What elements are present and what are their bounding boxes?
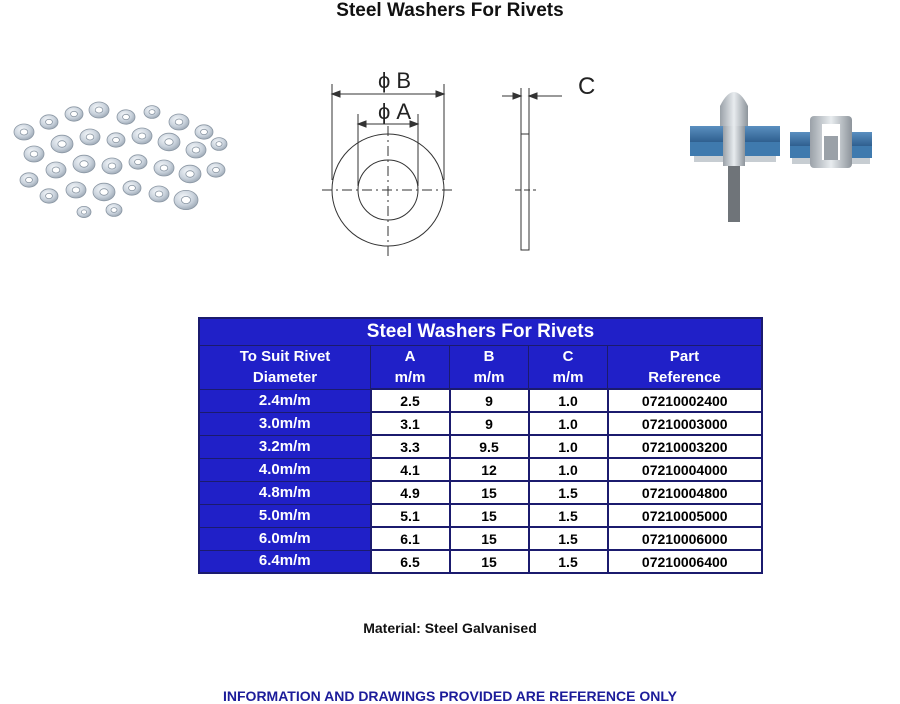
table-row [199, 389, 762, 412]
washer-technical-drawing [316, 62, 616, 258]
washer-hole [86, 134, 94, 140]
cell-diameter: 3.2m/m [199, 435, 371, 458]
dimension-a-label: ϕ A [378, 99, 412, 124]
cell-diameter: 4.8m/m [199, 481, 371, 504]
washer-hole [108, 163, 116, 169]
page-title: Steel Washers For Rivets [336, 0, 564, 21]
cell-b: 12 [450, 458, 529, 481]
table-row [199, 550, 762, 573]
washer-hole [20, 129, 28, 135]
cell-b: 15 [450, 504, 529, 527]
washer-hole [135, 159, 142, 164]
washer-hole [46, 119, 53, 124]
header-rivet-diameter: To Suit Rivet Diameter [199, 346, 371, 390]
table-row [199, 527, 762, 550]
dimension-c-label: C [578, 73, 596, 100]
cell-b: 9 [450, 412, 529, 435]
cell-b: 15 [450, 481, 529, 504]
cell-a: 6.5 [371, 550, 450, 573]
washer-hole [213, 167, 220, 172]
cell-diameter: 6.4m/m [199, 550, 371, 573]
washer-spec-table [198, 317, 763, 574]
cell-c: 1.5 [529, 504, 608, 527]
cell-b: 15 [450, 550, 529, 573]
cell-part: 07210004800 [608, 481, 763, 504]
washer-hole [216, 142, 222, 147]
washer-hole [30, 151, 38, 157]
cell-c: 1.0 [529, 458, 608, 481]
cell-b: 9.5 [450, 435, 529, 458]
table-row [199, 504, 762, 527]
washer-hole [181, 196, 190, 203]
table-row [199, 481, 762, 504]
cell-diameter: 5.0m/m [199, 504, 371, 527]
reference-disclaimer: INFORMATION AND DRAWINGS PROVIDED ARE REFERENCE ONLY [223, 688, 677, 704]
washer-hole [186, 171, 194, 178]
cell-a: 5.1 [371, 504, 450, 527]
washer-hole [129, 185, 136, 190]
washer-hole [192, 147, 200, 153]
rivet-cross-section-image [690, 76, 880, 226]
washer-hole [80, 161, 88, 168]
header-part-reference: Part Reference [608, 346, 763, 390]
washer-hole [113, 137, 120, 142]
header-c: C m/m [529, 346, 608, 390]
table-header-row [199, 346, 762, 390]
washer-hole [201, 129, 208, 134]
table-row [199, 412, 762, 435]
cell-c: 1.0 [529, 435, 608, 458]
cell-a: 4.1 [371, 458, 450, 481]
washer-hole [95, 107, 103, 113]
cell-diameter: 6.0m/m [199, 527, 371, 550]
washer-hole [71, 111, 78, 116]
cell-part: 07210004000 [608, 458, 763, 481]
washer-hole [111, 208, 117, 213]
material-note: Material: Steel Galvanised [363, 620, 537, 636]
cell-b: 15 [450, 527, 529, 550]
cell-c: 1.5 [529, 481, 608, 504]
washer-hole [160, 165, 168, 171]
washer-pile [14, 102, 227, 218]
cell-diameter: 3.0m/m [199, 412, 371, 435]
washer-hole [165, 139, 173, 146]
cell-part: 07210002400 [608, 389, 763, 412]
washer-hole [81, 210, 86, 214]
cell-diameter: 4.0m/m [199, 458, 371, 481]
washer-hole [149, 110, 155, 115]
washer-side-view [521, 134, 529, 250]
washer-hole [123, 114, 130, 119]
washer-hole [175, 119, 183, 125]
washer-hole [155, 191, 163, 197]
cell-part: 07210006400 [608, 550, 763, 573]
cell-part: 07210006000 [608, 527, 763, 550]
cell-b: 9 [450, 389, 529, 412]
table-title: Steel Washers For Rivets [199, 318, 762, 346]
cell-c: 1.0 [529, 412, 608, 435]
washer-hole [138, 133, 146, 139]
header-b: B m/m [450, 346, 529, 390]
cell-c: 1.0 [529, 389, 608, 412]
cell-c: 1.5 [529, 550, 608, 573]
cell-part: 07210005000 [608, 504, 763, 527]
cell-a: 4.9 [371, 481, 450, 504]
cell-a: 6.1 [371, 527, 450, 550]
washer-hole [58, 141, 66, 148]
cell-diameter: 2.4m/m [199, 389, 371, 412]
dimension-b-label: ϕ B [378, 68, 412, 93]
cell-part: 07210003000 [608, 412, 763, 435]
cell-part: 07210003200 [608, 435, 763, 458]
header-a: A m/m [371, 346, 450, 390]
washer-hole [72, 187, 80, 193]
washers-photo [4, 92, 236, 222]
washer-hole [26, 177, 33, 182]
cell-a: 2.5 [371, 389, 450, 412]
table-row [199, 458, 762, 481]
cell-a: 3.3 [371, 435, 450, 458]
table-row [199, 435, 762, 458]
cell-a: 3.1 [371, 412, 450, 435]
cell-c: 1.5 [529, 527, 608, 550]
washer-hole [100, 189, 108, 196]
washer-hole [46, 193, 53, 198]
washer-hole [52, 167, 60, 173]
